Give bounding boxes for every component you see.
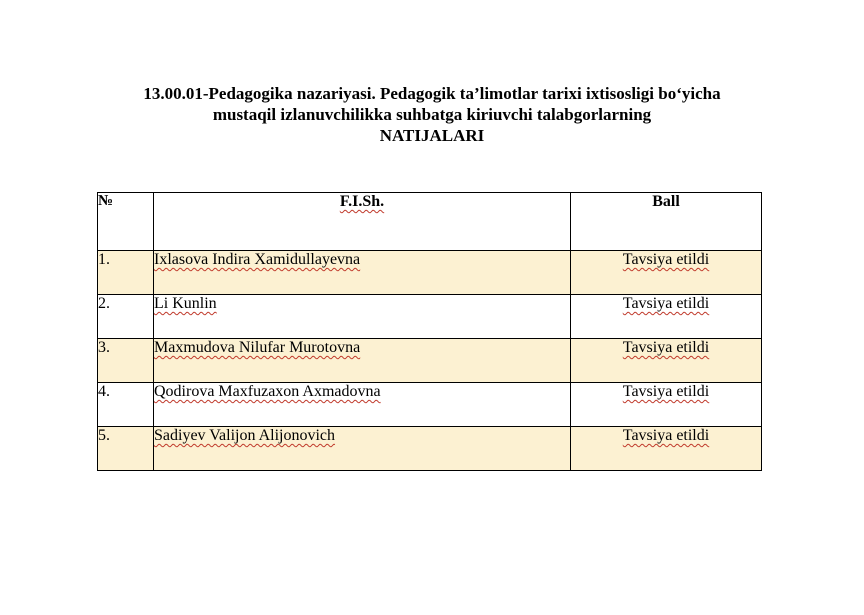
row-number: 3. xyxy=(98,339,154,383)
row-result-text: Tavsiya etildi xyxy=(622,251,710,268)
row-number: 4. xyxy=(98,383,154,427)
header-number: № xyxy=(98,193,154,251)
table-row xyxy=(98,427,762,471)
table-header-row xyxy=(98,193,762,251)
row-result-text: Tavsiya etildi xyxy=(622,295,710,312)
table-row xyxy=(98,251,762,295)
row-result xyxy=(571,251,762,295)
header-score: Ball xyxy=(571,193,762,251)
title-line-3: NATIJALARI xyxy=(379,126,485,145)
row-result xyxy=(571,383,762,427)
title-line-1: 13.00.01-Pedagogika nazariyasi. Pedagogik ta’limotlar tarixi ixtisosligi bo‘yicha xyxy=(143,84,721,103)
row-number: 5. xyxy=(98,427,154,471)
row-number: 2. xyxy=(98,295,154,339)
header-name-text: F.I.Sh. xyxy=(339,193,385,210)
row-result xyxy=(571,427,762,471)
row-name-text: Li Kunlin xyxy=(154,295,217,312)
row-result-text: Tavsiya etildi xyxy=(622,427,710,444)
row-name-text: Maxmudova Nilufar Murotovna xyxy=(154,339,361,356)
table-row xyxy=(98,295,762,339)
row-result-text: Tavsiya etildi xyxy=(622,383,710,400)
table-row xyxy=(98,383,762,427)
row-name-text: Qodirova Maxfuzaxon Axmadovna xyxy=(154,383,381,400)
document-title xyxy=(90,83,774,146)
header-name xyxy=(154,193,571,251)
row-result-text: Tavsiya etildi xyxy=(622,339,710,356)
row-result xyxy=(571,339,762,383)
row-number: 1. xyxy=(98,251,154,295)
title-line-2: mustaqil izlanuvchilikka suhbatga kiriuvchi talabgorlarning xyxy=(212,105,652,124)
row-name xyxy=(154,339,571,383)
table-row xyxy=(98,339,762,383)
row-name xyxy=(154,383,571,427)
row-name xyxy=(154,427,571,471)
row-name-text: Sadiyev Valijon Alijonovich xyxy=(154,427,336,444)
row-result xyxy=(571,295,762,339)
results-table xyxy=(97,192,762,471)
row-name xyxy=(154,251,571,295)
row-name-text: Ixlasova Indira Xamidullayevna xyxy=(154,251,361,268)
row-name xyxy=(154,295,571,339)
